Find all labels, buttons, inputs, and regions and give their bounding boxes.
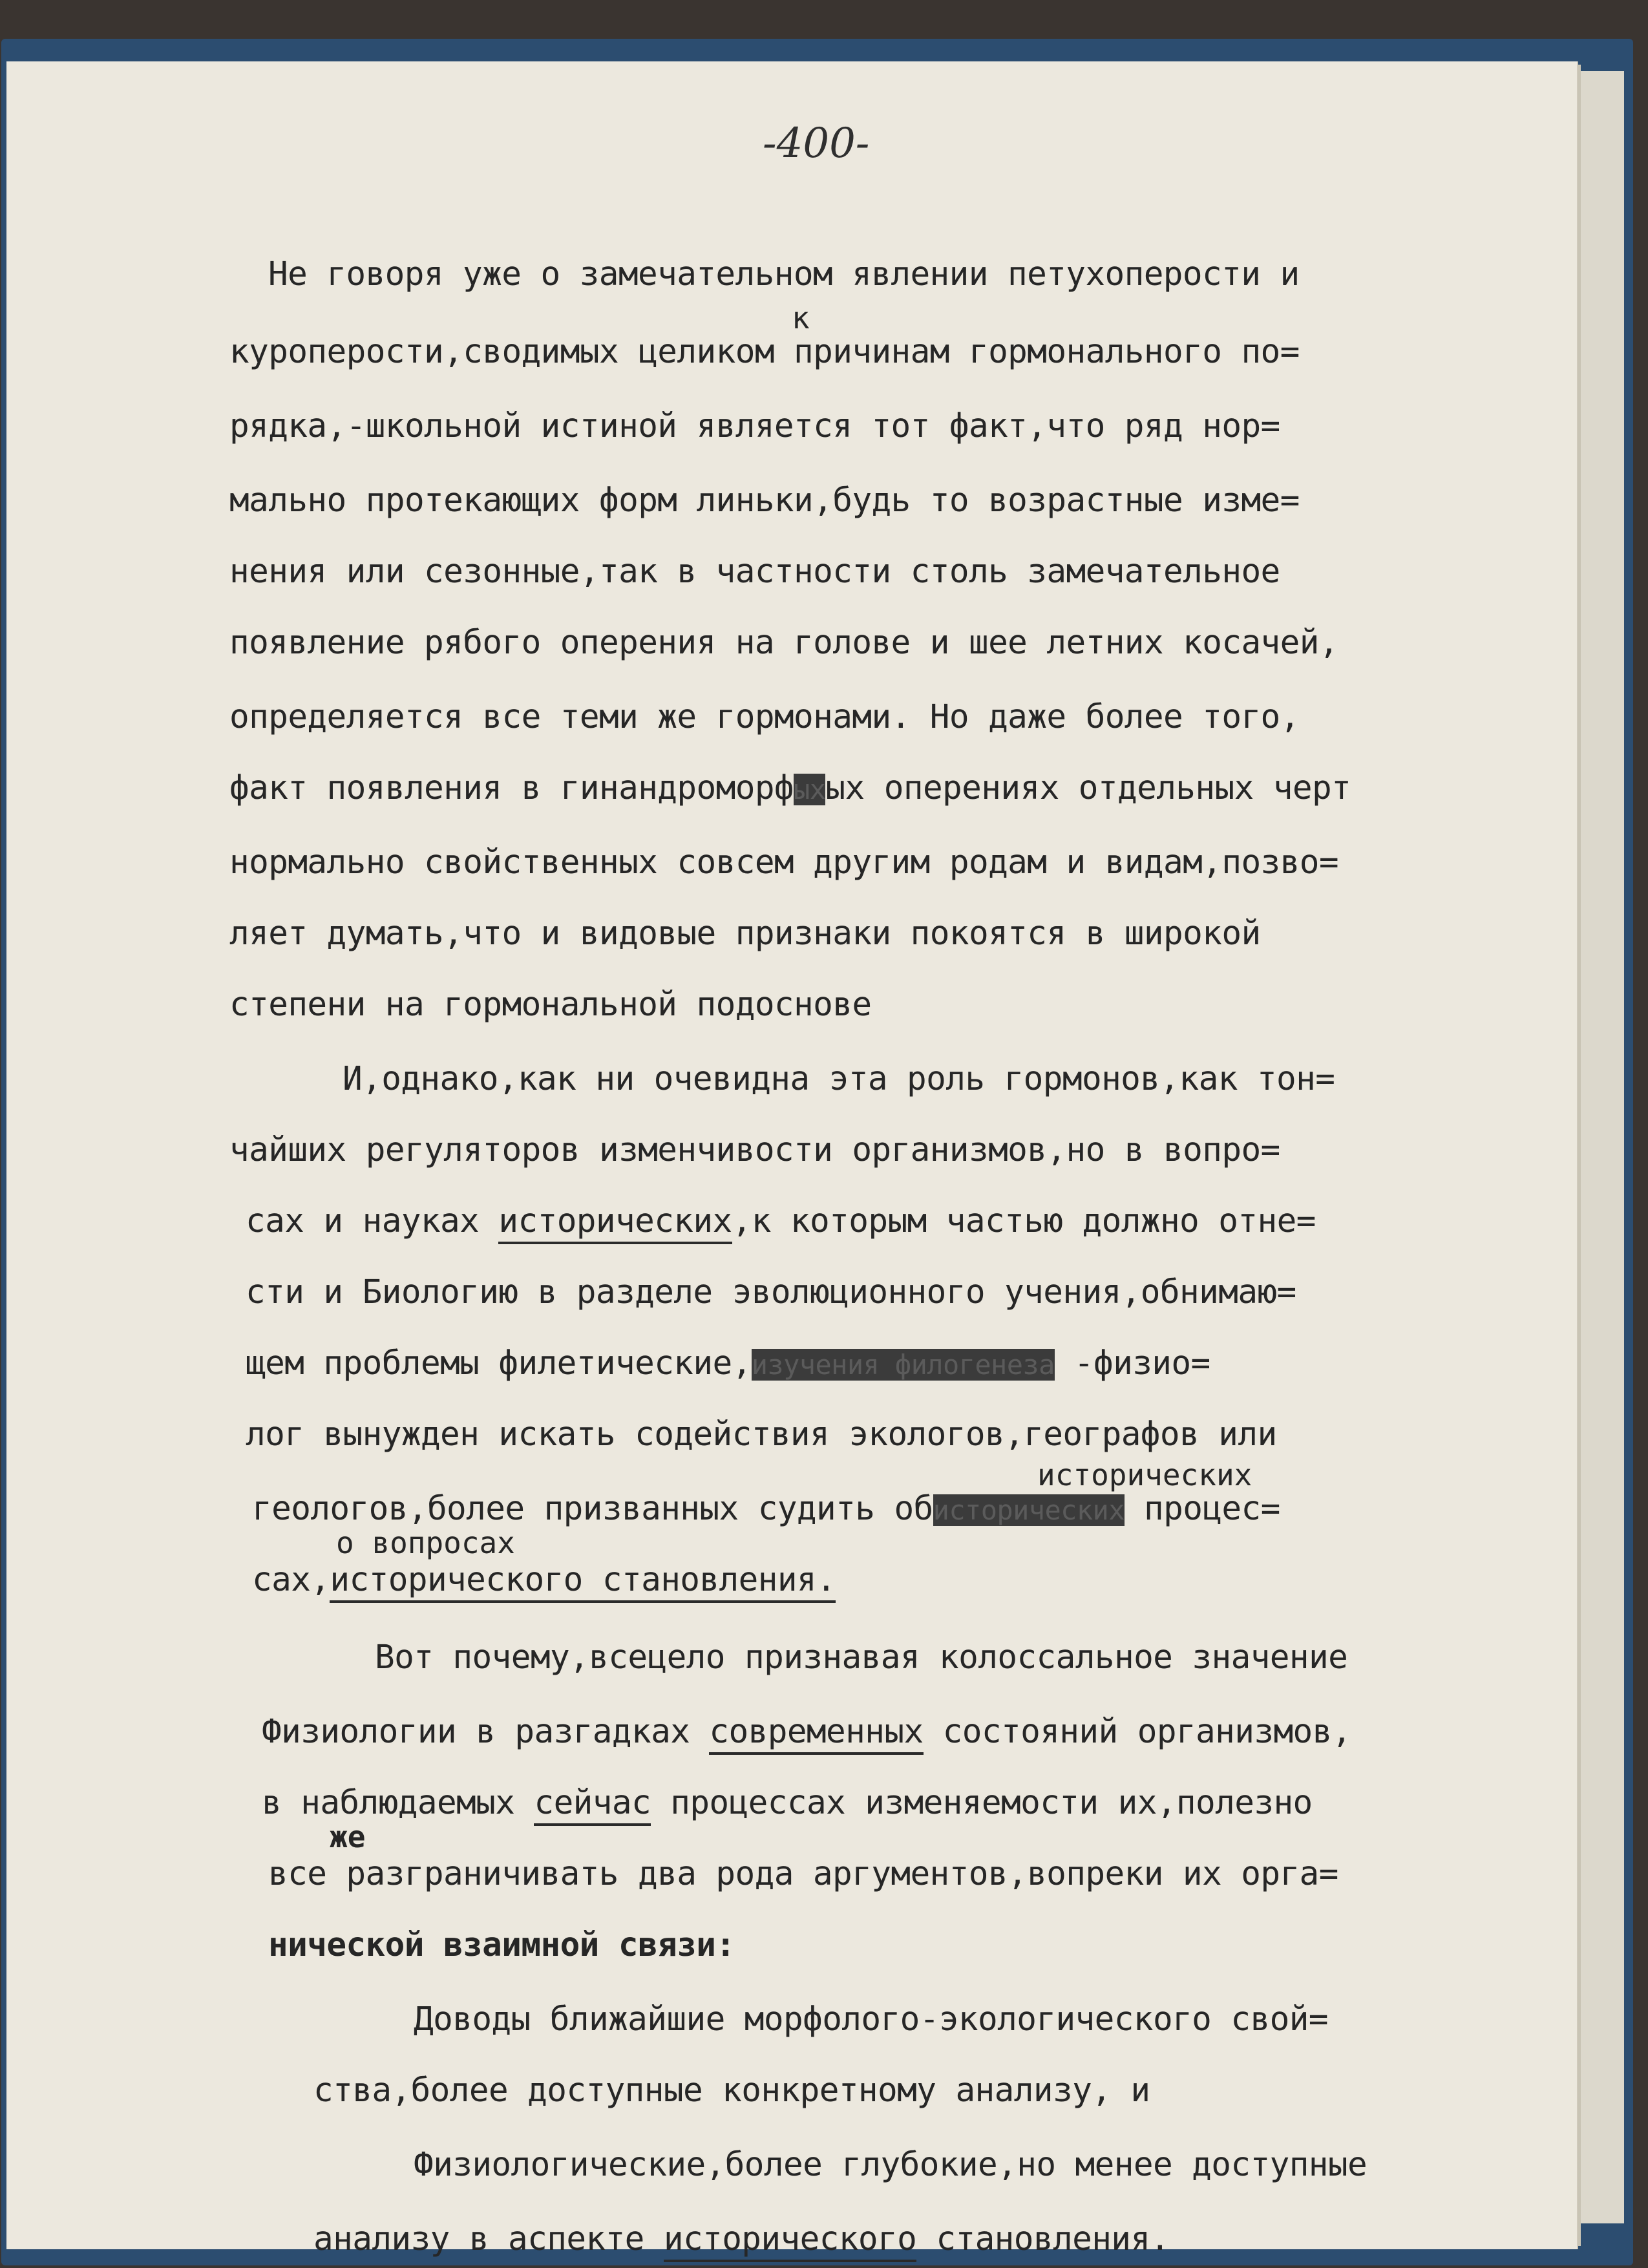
inserted-word: исторических	[1037, 1457, 1252, 1492]
struck-out-text: исторических	[933, 1494, 1125, 1526]
text-line: ляет думать,что и видовые признаки покоятся в широкой	[229, 915, 1261, 953]
text-fragment: в наблюдаемых	[262, 1784, 534, 1822]
text-fragment: щем проблемы филетические,	[246, 1344, 752, 1383]
underlined-text: исторического становления.	[330, 1561, 836, 1603]
inserted-word: о вопросах	[336, 1525, 515, 1560]
text-line: чайших регуляторов изменчивости организмов,но в вопро=	[229, 1131, 1280, 1169]
text-fragment: факт появления в гинандроморф	[229, 769, 794, 807]
text-line: все разграничивать два рода аргументов,вопреки их орга=	[268, 1855, 1338, 1893]
text-fragment: ,к которым частью должно отне=	[732, 1202, 1316, 1240]
text-fragment: сах,	[252, 1561, 330, 1599]
underlined-text: исторических	[498, 1202, 732, 1244]
text-line: нения или сезонные,так в частности столь замечательное	[229, 553, 1280, 591]
text-fragment: геологов,более призванных судить об	[252, 1490, 933, 1528]
text-line: куроперости,сводимых целиком причинам гормонального по=	[229, 333, 1300, 371]
text-line	[246, 1344, 1210, 1383]
text-line	[252, 1561, 836, 1599]
text-line: Не говоря уже о замечательном явлении петухоперости и	[268, 255, 1300, 293]
inserted-word: же	[330, 1819, 366, 1854]
text-fragment: ых оперениях отдельных черт	[825, 769, 1351, 807]
text-line: Вот почему,всецело признавая колоссальное значение	[375, 1638, 1348, 1677]
text-fragment: сах и науках	[246, 1202, 499, 1240]
text-line: степени на гормональной подоснове	[229, 986, 872, 1024]
text-fragment: Физиологии в разгадках	[262, 1713, 710, 1751]
text-fragment: процессах изменяемости их,полезно	[651, 1784, 1313, 1822]
text-line: Доводы ближайшие морфолого-экологического свой=	[414, 2000, 1328, 2039]
text-fragment: процес=	[1124, 1490, 1280, 1528]
text-line: лог вынужден искать содействия экологов,географов или	[246, 1415, 1277, 1454]
text-line	[313, 2220, 1170, 2258]
text-line: рядка,-школьной истиной является тот факт,что ряд нор=	[229, 407, 1280, 445]
text-line: нической взаимной связи:	[268, 1926, 735, 1964]
underlined-text: современных	[709, 1713, 923, 1755]
text-line: сти и Биологию в разделе эволюционного учения,обнимаю=	[246, 1273, 1296, 1311]
underlined-text: сейчас	[534, 1784, 651, 1826]
struck-out-text: изучения филогенеза	[751, 1349, 1055, 1381]
text-line: определяется все теми же гормонами. Но даже более того,	[229, 698, 1300, 736]
struck-out-text: ых	[794, 774, 826, 805]
text-line: ства,более доступные конкретному анализу, и	[313, 2072, 1150, 2110]
text-line: мально протекающих форм линьки,будь то возрастные изме=	[229, 482, 1300, 520]
text-line	[229, 769, 1351, 807]
underlined-text: исторического	[664, 2220, 916, 2262]
text-line	[252, 1490, 1280, 1528]
text-line	[262, 1713, 1351, 1751]
text-fragment: становления.	[916, 2220, 1170, 2258]
text-line: нормально свойственных совсем другим родам и видам,позво=	[229, 843, 1338, 882]
text-line: появление рябого оперения на голове и шее летних косачей,	[229, 624, 1338, 662]
text-fragment: состояний организмов,	[923, 1713, 1351, 1751]
text-fragment: анализу в аспекте	[313, 2220, 664, 2258]
text-line	[246, 1202, 1316, 1240]
text-line: И,однако,как ни очевидна эта роль гормонов,как тон=	[343, 1060, 1335, 1098]
document-page	[6, 61, 1578, 2258]
inserted-letter: к	[792, 301, 810, 335]
page-number: -400-	[763, 120, 870, 167]
text-line: Физиологические,более глубокие,но менее доступные	[414, 2146, 1368, 2184]
text-line	[262, 1784, 1313, 1822]
text-fragment: -физио=	[1054, 1344, 1210, 1383]
